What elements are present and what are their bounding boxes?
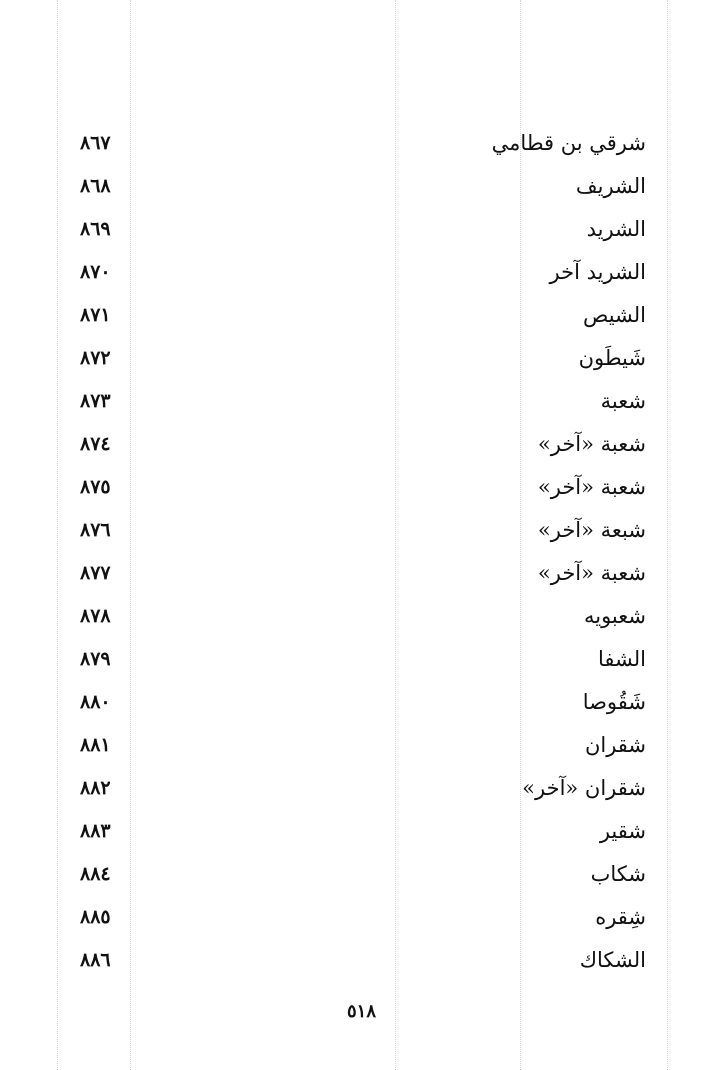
entry-number: ٨٧٢	[80, 346, 111, 369]
entry-name: شعبة	[600, 388, 646, 413]
entry-number: ٨٧٤	[80, 432, 111, 455]
entry-number: ٨٨٢	[80, 776, 111, 799]
index-entry	[70, 895, 650, 938]
entry-name: الشكاك	[579, 947, 646, 972]
entry-name: شعبة «آخر»	[537, 474, 646, 499]
index-entry	[70, 121, 650, 164]
entry-name: شِقره	[595, 904, 646, 929]
entry-name: شكاب	[590, 861, 646, 886]
entry-name: الشريد آخر	[549, 259, 646, 284]
index-entry	[70, 250, 650, 293]
entry-number: ٨٧٥	[80, 475, 111, 498]
entry-number: ٨٧٠	[80, 260, 111, 283]
index-entry	[70, 422, 650, 465]
entry-number: ٨٨٥	[80, 905, 111, 928]
entry-number: ٨٧٦	[80, 518, 111, 541]
index-entry	[70, 938, 650, 981]
page-number: ٥١٨	[346, 1001, 376, 1022]
entry-name: الشيص	[582, 302, 646, 327]
entry-name: شعبويه	[583, 603, 646, 628]
entry-number: ٨٨١	[80, 733, 111, 756]
index-entry	[70, 551, 650, 594]
entry-name: شعبة «آخر»	[537, 560, 646, 585]
index-entry	[70, 465, 650, 508]
entry-name: شقران «آخر»	[522, 775, 646, 800]
entry-number: ٨٧٣	[80, 389, 111, 412]
index-entry	[70, 766, 650, 809]
entry-name: شعبة «آخر»	[537, 431, 646, 456]
index-entry	[70, 164, 650, 207]
entry-number: ٨٧١	[80, 303, 111, 326]
scan-guide-line	[57, 0, 58, 1070]
entry-name: شَقُوصا	[582, 689, 646, 714]
entry-number: ٨٨٣	[80, 819, 111, 842]
entry-number: ٨٧٨	[80, 604, 111, 627]
entry-name: الشريد	[586, 216, 646, 241]
entry-name: شقران	[584, 732, 646, 757]
entry-name: شقير	[599, 818, 646, 843]
index-entry	[70, 809, 650, 852]
entry-number: ٨٦٨	[80, 174, 111, 197]
entry-name: الشريف	[575, 173, 646, 198]
index-entry	[70, 508, 650, 551]
entry-number: ٨٧٧	[80, 561, 111, 584]
index-entry	[70, 637, 650, 680]
entry-number: ٨٨٠	[80, 690, 111, 713]
entry-name: شبعة «آخر»	[537, 517, 646, 542]
entry-name: شرقي بن قطامي	[491, 130, 646, 155]
index-entry	[70, 336, 650, 379]
entry-number: ٨٦٩	[80, 217, 111, 240]
entry-name: الشفا	[598, 646, 646, 671]
index-entry	[70, 293, 650, 336]
index-list	[70, 121, 650, 981]
scan-guide-line	[667, 0, 668, 1070]
entry-number: ٨٨٦	[80, 948, 111, 971]
entry-number: ٨٧٩	[80, 647, 111, 670]
index-entry	[70, 852, 650, 895]
entry-number: ٨٦٧	[80, 131, 111, 154]
entry-number: ٨٨٤	[80, 862, 111, 885]
entry-name: شَيطَون	[578, 345, 646, 370]
index-entry	[70, 207, 650, 250]
index-entry	[70, 379, 650, 422]
index-entry	[70, 680, 650, 723]
index-entry	[70, 594, 650, 637]
index-entry	[70, 723, 650, 766]
